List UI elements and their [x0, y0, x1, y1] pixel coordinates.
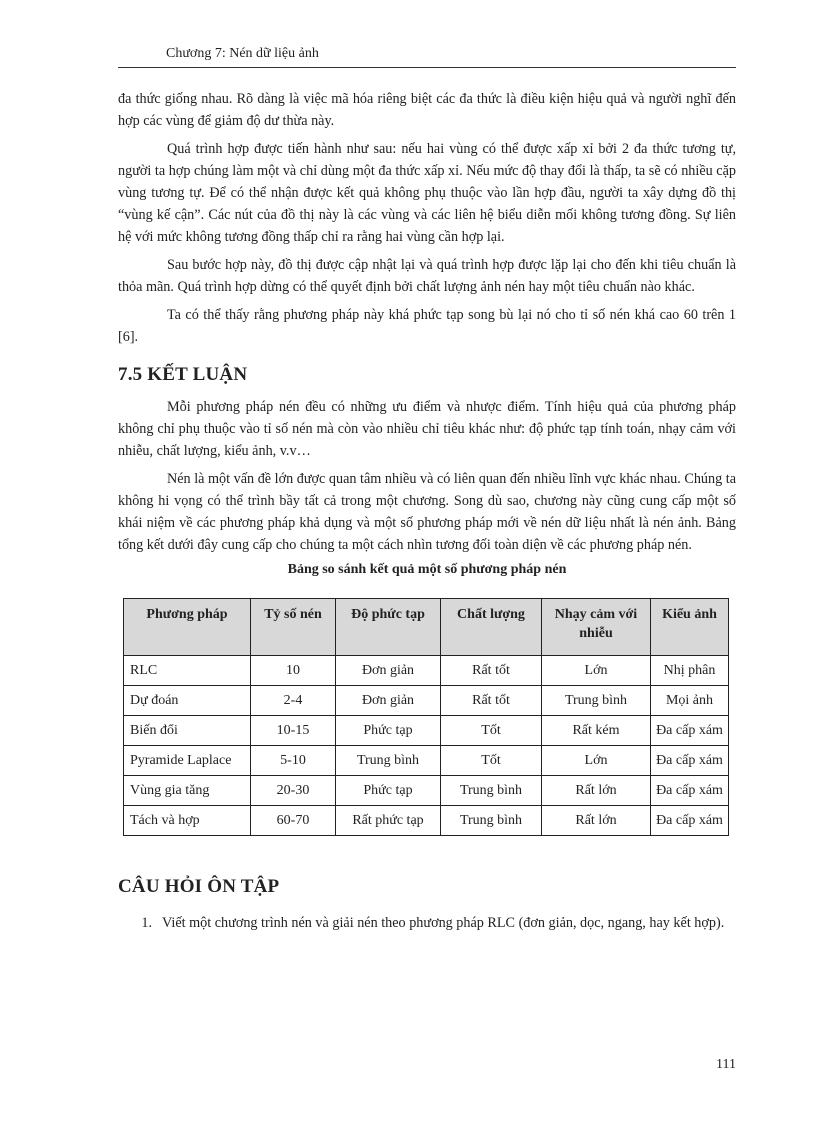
- question-text: Viết một chương trình nén và giải nén theo phương pháp RLC (đơn giản, dọc, ngang, hay kết hợp).: [162, 915, 725, 931]
- table-cell: Rất lớn: [542, 776, 651, 806]
- table-cell: 5-10: [251, 746, 336, 776]
- table-cell: Lớn: [542, 656, 651, 686]
- table-cell: Vùng gia tăng: [124, 776, 251, 806]
- table-cell: Rất kém: [542, 716, 651, 746]
- column-header: Độ phức tạp: [336, 599, 441, 656]
- column-header: Chất lượng: [441, 599, 542, 656]
- paragraph: Mỗi phương pháp nén đều có những ưu điểm và nhược điểm. Tính hiệu quả của phương pháp không chỉ phụ thuộc vào tỉ số nén mà còn vào nhiều chỉ tiêu khác như: độ phức tạp tính toán, nhạy cảm với nhiễu, chất lượng, kiểu ảnh, v.v…: [118, 399, 736, 459]
- table-cell: Mọi ảnh: [651, 686, 729, 716]
- question-item: [118, 912, 736, 934]
- table-cell: Trung bình: [542, 686, 651, 716]
- table-row: [124, 806, 729, 836]
- table-cell: Rất phức tạp: [336, 806, 441, 836]
- questions-heading: CÂU HỎI ÔN TẬP: [118, 876, 280, 897]
- table-cell: Phức tạp: [336, 776, 441, 806]
- table-cell: Tốt: [441, 716, 542, 746]
- paragraph: Sau bước hợp này, đồ thị được cập nhật lại và quá trình hợp được lặp lại cho đến khi tiêu chuẩn là thỏa mãn. Quá trình hợp dừng có thể quyết định bởi chất lượng ảnh nén hay một tiêu chuẩn nào khác.: [118, 257, 736, 295]
- paragraph: Nén là một vấn đề lớn được quan tâm nhiều và có liên quan đến nhiều lĩnh vực khác nhau. Chúng ta không hi vọng có thể trình bầy tất cả trong một chương. Song dù sao, chương này cũng cung cấp một số khái niệm về các phương pháp khả dụng và một số phương pháp mới về nén dữ liệu nhất là nén ảnh. Bảng tổng kết dưới đây cung cấp cho chúng ta một cách nhìn tương đối toàn diện về các phương pháp nén.: [118, 471, 736, 553]
- table-cell: 20-30: [251, 776, 336, 806]
- table-caption: Bảng so sánh kết quả một số phương pháp nén: [287, 562, 567, 577]
- page-content: [118, 88, 736, 934]
- question-number: 1.: [141, 915, 152, 931]
- table-cell: Lớn: [542, 746, 651, 776]
- table-cell: Phức tạp: [336, 716, 441, 746]
- chapter-title: Chương 7: Nén dữ liệu ảnh: [166, 46, 319, 61]
- table-cell: Tách và hợp: [124, 806, 251, 836]
- section-heading: 7.5 KẾT LUẬN: [118, 364, 248, 385]
- table-cell: Trung bình: [336, 746, 441, 776]
- paragraph: Quá trình hợp được tiến hành như sau: nếu hai vùng có thể được xấp xỉ bởi 2 đa thức tương tự, người ta hợp chúng làm một và chỉ dùng một đa thức xấp xỉ. Nếu mức độ thay đổi là thấp, ta sẽ có nhiều cặp vùng tương tự. Để có thể nhận được kết quả không phụ thuộc vào lần hợp đầu, người ta xây dựng đồ thị “vùng kế cận”. Các nút của đồ thị này là các vùng và các liên hệ biểu diễn mối không tương đồng. Sự liên hệ với mức không tương đồng thấp chỉ ra rằng hai vùng cần hợp lại.: [118, 141, 736, 245]
- table-cell: Đa cấp xám: [651, 746, 729, 776]
- table-cell: Đơn giản: [336, 686, 441, 716]
- table-cell: Đa cấp xám: [651, 776, 729, 806]
- page-header: [118, 46, 736, 68]
- table-cell: Đa cấp xám: [651, 806, 729, 836]
- table-cell: Trung bình: [441, 776, 542, 806]
- table-cell: Tốt: [441, 746, 542, 776]
- table-cell: Biến đổi: [124, 716, 251, 746]
- comparison-table: [123, 598, 729, 836]
- paragraph: Ta có thể thấy rằng phương pháp này khá phức tạp song bù lại nó cho tỉ số nén khá cao 60 trên 1 [6].: [118, 307, 736, 345]
- column-header: Tỷ số nén: [251, 599, 336, 656]
- table-cell: Rất tốt: [441, 656, 542, 686]
- table-cell: Dự đoán: [124, 686, 251, 716]
- table-row: [124, 686, 729, 716]
- table-cell: Nhị phân: [651, 656, 729, 686]
- table-cell: Pyramide Laplace: [124, 746, 251, 776]
- page-number: 111: [716, 1057, 736, 1072]
- table-row: [124, 656, 729, 686]
- column-header: Kiểu ảnh: [651, 599, 729, 656]
- table-cell: Rất lớn: [542, 806, 651, 836]
- column-header: Nhạy cảm với nhiễu: [542, 599, 651, 656]
- table-row: [124, 716, 729, 746]
- table-cell: Rất tốt: [441, 686, 542, 716]
- table-cell: Đa cấp xám: [651, 716, 729, 746]
- table-header-row: [124, 599, 729, 656]
- table-cell: 10: [251, 656, 336, 686]
- table-cell: 2-4: [251, 686, 336, 716]
- table-cell: 10-15: [251, 716, 336, 746]
- paragraph: đa thức giống nhau. Rõ dàng là việc mã hóa riêng biệt các đa thức là điều kiện hiệu quả và người nghĩ đến hợp các vùng để giảm độ dư thừa này.: [118, 91, 736, 129]
- column-header: Phương pháp: [124, 599, 251, 656]
- table-row: [124, 746, 729, 776]
- table-cell: Trung bình: [441, 806, 542, 836]
- table-row: [124, 776, 729, 806]
- table-cell: Đơn giản: [336, 656, 441, 686]
- table-cell: 60-70: [251, 806, 336, 836]
- table-cell: RLC: [124, 656, 251, 686]
